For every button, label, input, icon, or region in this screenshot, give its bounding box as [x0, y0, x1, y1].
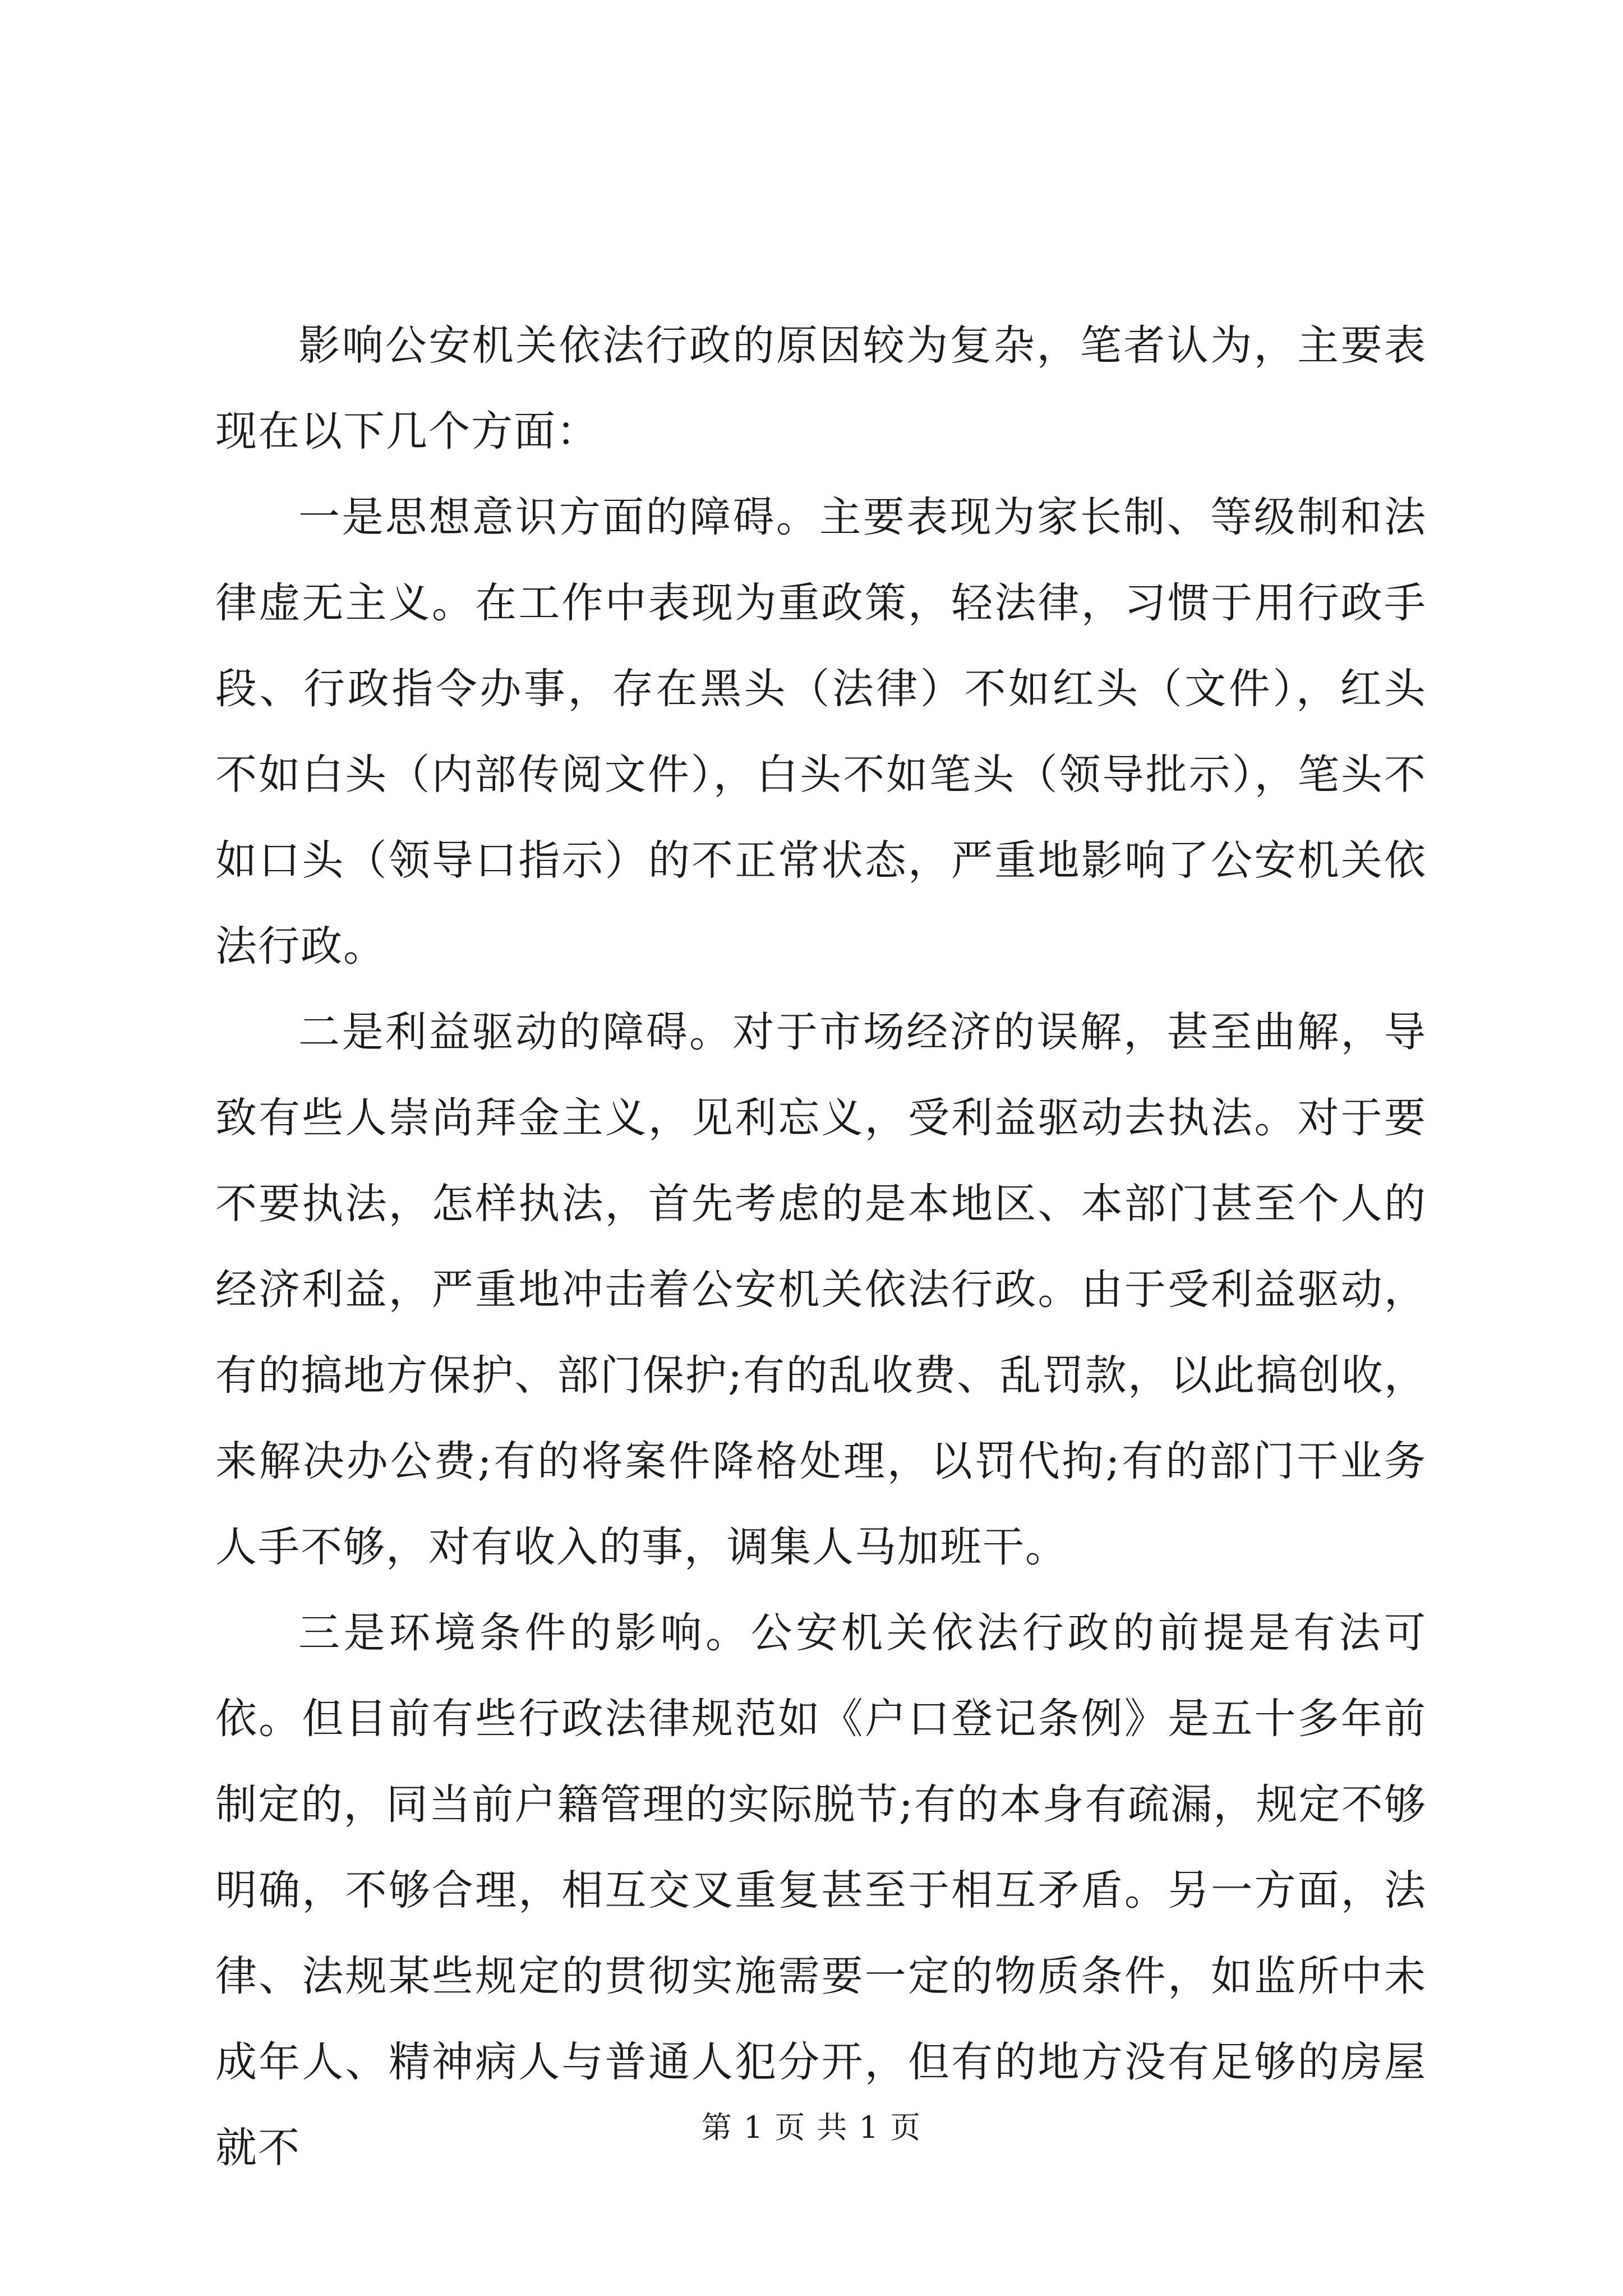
paragraph-ideology: 一是思想意识方面的障碍。主要表现为家长制、等级制和法律虚无主义。在工作中表现为重政策，轻法律，习惯于用行政手段、行政指令办事，存在黑头（法律）不如红头（文件），红头不如白头（内部传阅文件），白头不如笔头（领导批示），笔头不如口头（领导口指示）的不正常状态，严重地影响了公安机关依法行政。: [215, 493, 1427, 970]
paragraph-intro: 影响公安机关依法行政的原因较为复杂，笔者认为，主要表现在以下几个方面：: [215, 321, 1427, 455]
paragraph-environment: 三是环境条件的影响。公安机关依法行政的前提是有法可依。但目前有些行政法律规范如《户口登记条例》是五十多年前制定的，同当前户籍管理的实际脱节;有的本身有疏漏，规定不够明确，不够合理，相互交叉重复甚至于相互矛盾。另一方面，法律、法规某些规定的贯彻实施需要一定的物质条件，如监所中未成年人、精神病人与普通人犯分开，但有的地方没有足够的房屋就不: [215, 1609, 1427, 2172]
paragraph-interest: 二是利益驱动的障碍。对于市场经济的误解，甚至曲解，导致有些人崇尚拜金主义，见利忘义，受利益驱动去执法。对于要不要执法，怎样执法，首先考虑的是本地区、本部门甚至个人的经济利益，严重地冲击着公安机关依法行政。由于受利益驱动，有的搞地方保护、部门保护;有的乱收费、乱罚款，以此搞创收，来解决办公费;有的将案件降格处理，以罚代拘;有的部门干业务人手不够，对有收入的事，调集人马加班干。: [215, 1008, 1427, 1571]
page-number-footer: 第 1 页 共 1 页: [701, 2110, 922, 2145]
document-body: [215, 303, 1427, 2191]
